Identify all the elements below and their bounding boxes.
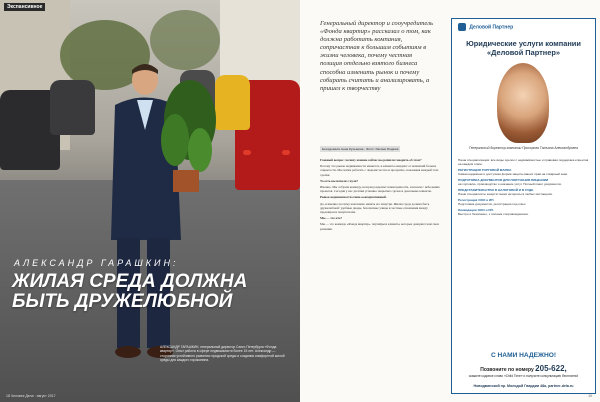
ad-logo: [458, 23, 513, 31]
ad-address: Новодвинский пр. Молодой Гвардии 48а, partner-dela.ru: [473, 384, 574, 388]
logo-mark-icon: [458, 23, 466, 31]
interview-answer: Мы — это команда «Фонда квартир», партнёры и клиенты, которые доверяют нам свои решения.: [320, 222, 439, 231]
ad-logo-text: Деловой Партнер: [469, 24, 514, 31]
interview-question: То есть вы начали с нуля?: [320, 178, 359, 183]
ad-phone-block: [452, 364, 595, 379]
director-portrait: [497, 63, 549, 143]
interview-question: Рынок недвижимости очень консервативный.: [320, 195, 387, 200]
interview-answer: Именно. Мы собрали команду, которая разделяет наши ценности, и начали с небольших проектов. Сегодня у нас десятки успешно закрытых сделок и довольные клиенты.: [320, 185, 440, 194]
lead-paragraph: Генеральный директор и сооучредитель «Фонда квартир» рассказал о том, как должна работать компания, сопричастная к большим событиям в жизни человека, почему честная позиция отдельно взятого бизнеса способна изменить рынок и почему собирать считать и анализировать, а пришел к творчеству: [320, 20, 434, 92]
interview-answer: Потому что рынок недвижимости меняется, и клиенты ожидают от компаний больше открытости. Мы хотим работать с людьми честно и прозрачно, показывая каждый этап сделки.: [320, 164, 439, 177]
ad-section-heading: Ликвидация ООО и ИП.: [458, 208, 494, 212]
article-body: [320, 158, 440, 233]
tail-light: [282, 150, 290, 155]
ad-section-text: Быстро и безопасно, с полным сопровождением.: [458, 212, 529, 216]
car-right-yellow: [215, 75, 250, 130]
phone-note: скажите кодовое слово «Child Time» и получите консультацию бесплатно!: [468, 374, 579, 378]
ad-section-heading: РЕГИСТРАЦИЯ ТОРГОВОЙ МАРКИ.: [458, 168, 512, 172]
ad-title: Юридические услуги компании «Деловой Партнер»: [466, 39, 581, 57]
ad-slogan: С НАМИ НАДЕЖНО!: [490, 352, 557, 359]
portrait-caption: Генеральный директор компании Прохорова Татьяна Александровна: [469, 146, 578, 150]
section-label: Экспансивное: [4, 3, 45, 11]
article-page: [300, 0, 600, 402]
car-left: [50, 80, 95, 135]
hero-title: ЖИЛАЯ СРЕДА ДОЛЖНА БЫТЬ ДРУЖЕЛЮБНОЙ: [12, 271, 248, 312]
page-footer-left: 18 Человек Дела · август 2017: [6, 394, 56, 398]
phone-number[interactable]: 205-622,: [535, 364, 567, 373]
ad-section-text: Самая надежная и доступная форма защиты ваших прав на товарный знак.: [458, 172, 568, 176]
ad-body: [458, 158, 589, 216]
advertisement: [451, 18, 596, 394]
ad-section-text: Наши специалисты защитят ваши интересы в любых инстанциях.: [458, 192, 553, 196]
ad-section-text: Подготовка документов, регистрация под ключ.: [458, 202, 527, 206]
ad-section-text: на торговлю, производство и оказание услуг. Полный пакет документов.: [458, 182, 562, 186]
ad-section-heading: ПРЕДСТАВИТЕЛЬСТВО В НАЛОГОВОЙ И В СУДЕ.: [458, 188, 535, 192]
hero-name: АЛЕКСАНДР ГАРАШКИН:: [14, 258, 179, 268]
photo-caption: АЛЕКСАНДР ГАРАШКИН, генеральный директор Санкт-Петербурга «Фонда квартир». Опыт работы в сфере недвижимости более 15 лет. Александр — сторонник устойчивого развития городской среды и создания комфортной жилой среды для каждого горожанина.: [160, 345, 285, 362]
interview-question: Главный вопрос: почему именно сейчас вы решили говорить об этом?: [320, 158, 422, 162]
page-number: 19: [588, 394, 592, 398]
ad-section-heading: ПОДГОТОВКА ДОКУМЕНТОВ ДЛЯ ПОЛУЧЕНИЯ ЛИЦЕНЗИИ: [458, 178, 549, 182]
interview-question: Мы — это кто?: [320, 216, 343, 221]
ad-section-heading: Регистрация ООО и ИП.: [458, 198, 495, 202]
phone-label: Позвоните по номеру: [480, 367, 534, 373]
businessman-with-plant: [95, 60, 220, 370]
byline: Беседовала Анна Кузьмина · Фото: Оксана Лоджия: [322, 147, 399, 151]
tail-light: [243, 150, 251, 155]
ad-section-text: Наша специализация: все виды сделок с недвижимостью и правовая поддержка клиентов на каждом этапе.: [458, 158, 589, 166]
interview-answer: Да, и именно поэтому нам важно менять его изнутри. Жилая среда должна быть дружелюбной: удобные дворы, безопасные улицы и честные отношения между продавцом и покупателем.: [320, 201, 430, 215]
